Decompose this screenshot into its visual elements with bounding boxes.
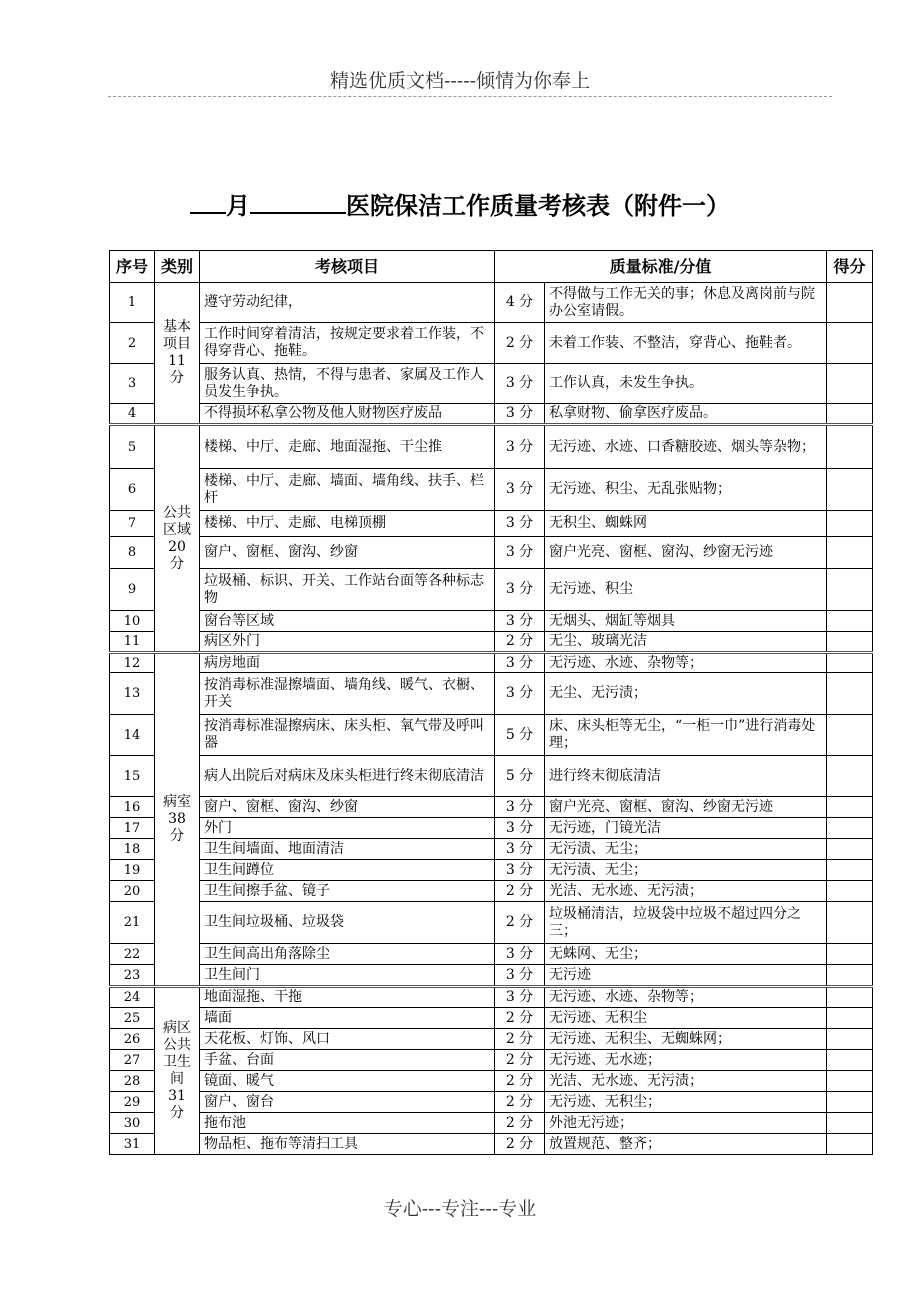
form-title [0,186,920,221]
category-line: 卫生 [163,1054,191,1070]
points-value: 3 分 [495,537,545,569]
row-number: 11 [110,632,155,653]
assessment-item: 楼梯、中厅、走廊、地面湿拖、干尘推 [200,425,495,469]
points-value: 2 分 [495,881,545,902]
quality-standard: 窗户光亮、窗框、窗沟、纱窗无污迹 [545,537,827,569]
row-number: 15 [110,756,155,797]
row-number: 30 [110,1113,155,1134]
assessment-item: 病房地面 [200,653,495,673]
assessment-item: 卫生间墙面、地面清洁 [200,839,495,860]
points-value: 3 分 [495,611,545,632]
assessment-item: 窗户、窗框、窗沟、纱窗 [200,797,495,818]
table-row [110,987,873,1008]
points-value: 3 分 [495,839,545,860]
table-body [110,283,873,1155]
assessment-item: 不得损坏私拿公物及他人财物医疗废品 [200,404,495,425]
assessment-item: 手盆、台面 [200,1050,495,1071]
category-line: 公共 [163,504,191,521]
table-row [110,1029,873,1050]
assessment-item: 窗户、窗框、窗沟、纱窗 [200,537,495,569]
points-value: 3 分 [495,569,545,611]
category-line: 38 分 [168,811,186,844]
assessment-item: 工作时间穿着清洁，按规定要求着工作装，不得穿背心、拖鞋。 [200,323,495,364]
header-divider [108,96,832,97]
row-number: 14 [110,715,155,756]
quality-standard: 光洁、无水迹、无污渍； [545,881,827,902]
assessment-item: 卫生间高出角落除尘 [200,944,495,965]
table-row [110,818,873,839]
quality-standard: 无积尘、蜘蛛网 [545,511,827,537]
score-input-cell[interactable] [827,756,873,797]
assessment-item: 墙面 [200,1008,495,1029]
points-value: 3 分 [495,944,545,965]
assessment-item: 卫生间擦手盆、镜子 [200,881,495,902]
table-row [110,611,873,632]
row-number: 6 [110,469,155,511]
assessment-item: 地面湿拖、干拖 [200,987,495,1008]
quality-standard: 无污渍、无尘； [545,860,827,881]
quality-standard: 无污渍、无尘； [545,839,827,860]
assessment-item: 病人出院后对病床及床头柜进行终末彻底清洁 [200,756,495,797]
assessment-item: 遵守劳动纪律， [200,283,495,323]
quality-standard: 床、床头柜等无尘，“一柜一巾”进行消毒处理； [545,715,827,756]
points-value: 2 分 [495,1071,545,1092]
score-input-cell[interactable] [827,569,873,611]
month-label: 月 [226,192,250,220]
points-value: 3 分 [495,987,545,1008]
score-input-cell[interactable] [827,860,873,881]
category-line: 11 分 [168,353,186,386]
table-row [110,881,873,902]
assessment-item: 垃圾桶、标识、开关、工作站台面等各种标志物 [200,569,495,611]
table-row [110,569,873,611]
row-number: 20 [110,881,155,902]
row-number: 3 [110,364,155,404]
score-input-cell[interactable] [827,1071,873,1092]
quality-standard: 无污迹、积尘、无乱张贴物； [545,469,827,511]
row-number: 21 [110,902,155,944]
assessment-item: 天花板、灯饰、风口 [200,1029,495,1050]
assessment-item: 物品柜、拖布等清扫工具 [200,1134,495,1155]
row-number: 4 [110,404,155,425]
row-number: 1 [110,283,155,323]
row-number: 18 [110,839,155,860]
quality-standard: 无污迹、水迹、口香糖胶迹、烟头等杂物； [545,425,827,469]
points-value: 3 分 [495,818,545,839]
assessment-item: 按消毒标准湿擦病床、床头柜、氧气带及呼叫器 [200,715,495,756]
score-input-cell[interactable] [827,715,873,756]
table-row [110,404,873,425]
quality-standard: 外池无污迹； [545,1113,827,1134]
page-header: 精选优质文档-----倾情为你奉上 [329,70,591,92]
quality-standard: 无污迹、水迹、杂物等； [545,653,827,673]
score-input-cell[interactable] [827,364,873,404]
score-input-cell[interactable] [827,673,873,715]
category-cell [155,425,200,653]
points-value: 5 分 [495,756,545,797]
category-cell [155,283,200,425]
row-number: 5 [110,425,155,469]
assessment-item: 卫生间门 [200,965,495,987]
quality-standard: 无蛛网、无尘； [545,944,827,965]
points-value: 2 分 [495,1134,545,1155]
header-category: 类别 [155,251,200,283]
category-line: 基本 [163,319,191,335]
score-input-cell[interactable] [827,944,873,965]
table-row [110,323,873,364]
points-value: 2 分 [495,902,545,944]
points-value: 2 分 [495,1029,545,1050]
quality-standard: 无尘、玻璃光洁 [545,632,827,653]
table-row [110,1008,873,1029]
score-input-cell[interactable] [827,1008,873,1029]
points-value: 2 分 [495,1050,545,1071]
category-line: 20 分 [168,538,186,572]
points-value: 3 分 [495,673,545,715]
table-row [110,425,873,469]
score-input-cell[interactable] [827,653,873,673]
table-row [110,1071,873,1092]
table-row [110,944,873,965]
table-row [110,715,873,756]
header-item: 考核项目 [200,251,495,283]
row-number: 22 [110,944,155,965]
assessment-item: 服务认真、热情，不得与患者、家属及工作人员发生争执。 [200,364,495,404]
quality-standard: 无烟头、烟缸等烟具 [545,611,827,632]
quality-standard: 工作认真，未发生争执。 [545,364,827,404]
row-number: 7 [110,511,155,537]
quality-standard: 垃圾桶清洁，垃圾袋中垃圾不超过四分之三； [545,902,827,944]
score-input-cell[interactable] [827,632,873,653]
table-row [110,1113,873,1134]
row-number: 31 [110,1134,155,1155]
score-input-cell[interactable] [827,283,873,323]
table-row [110,673,873,715]
score-input-cell[interactable] [827,1134,873,1155]
row-number: 28 [110,1071,155,1092]
row-number: 8 [110,537,155,569]
row-number: 9 [110,569,155,611]
assessment-item: 病区外门 [200,632,495,653]
month-blank[interactable] [190,190,226,214]
assessment-item: 按消毒标准湿擦墙面、墙角线、暖气、衣橱、开关 [200,673,495,715]
quality-standard: 无污迹 [545,965,827,987]
quality-standard: 光洁、无水迹、无污渍； [545,1071,827,1092]
category-line: 病室 [163,794,191,810]
assessment-item: 镜面、暖气 [200,1071,495,1092]
assessment-item: 卫生间蹲位 [200,860,495,881]
quality-standard: 无污迹、无积尘； [545,1092,827,1113]
score-input-cell[interactable] [827,839,873,860]
category-line: 公共 [163,1037,191,1053]
points-value: 4 分 [495,283,545,323]
row-number: 27 [110,1050,155,1071]
quality-standard: 无尘、无污渍； [545,673,827,715]
row-number: 24 [110,987,155,1008]
points-value: 3 分 [495,404,545,425]
quality-standard: 无污迹、无积尘、无蜘蛛网； [545,1029,827,1050]
points-value: 3 分 [495,797,545,818]
row-number: 29 [110,1092,155,1113]
row-number: 16 [110,797,155,818]
score-input-cell[interactable] [827,469,873,511]
table-row [110,839,873,860]
department-blank[interactable] [250,190,346,214]
score-input-cell[interactable] [827,1050,873,1071]
points-value: 3 分 [495,965,545,987]
points-value: 3 分 [495,511,545,537]
row-number: 17 [110,818,155,839]
table-row [110,469,873,511]
category-line: 区域 [163,521,191,538]
quality-standard: 不得做与工作无关的事；休息及离岗前与院办公室请假。 [545,283,827,323]
assessment-item: 外门 [200,818,495,839]
quality-standard: 无污迹，门镜光洁 [545,818,827,839]
table-row [110,902,873,944]
table-row [110,860,873,881]
points-value: 2 分 [495,632,545,653]
quality-standard: 无污迹、无水迹； [545,1050,827,1071]
row-number: 2 [110,323,155,364]
points-value: 3 分 [495,653,545,673]
header-score: 得分 [827,251,873,283]
quality-standard: 私拿财物、偷拿医疗废品。 [545,404,827,425]
table-row [110,537,873,569]
table-row [110,1134,873,1155]
table-row [110,797,873,818]
score-input-cell[interactable] [827,965,873,987]
assessment-item: 拖布池 [200,1113,495,1134]
table-row [110,632,873,653]
score-input-cell[interactable] [827,1092,873,1113]
table-row [110,283,873,323]
points-value: 2 分 [495,1113,545,1134]
header-standard: 质量标准/分值 [495,251,827,283]
score-input-cell[interactable] [827,537,873,569]
assessment-item: 卫生间垃圾桶、垃圾袋 [200,902,495,944]
points-value: 2 分 [495,1092,545,1113]
table-row [110,756,873,797]
points-value: 5 分 [495,715,545,756]
row-number: 25 [110,1008,155,1029]
page-footer: 专心---专注---专业 [383,1198,537,1220]
category-line: 间 [170,1071,184,1087]
table-row [110,1092,873,1113]
points-value: 3 分 [495,364,545,404]
score-input-cell[interactable] [827,611,873,632]
score-input-cell[interactable] [827,1029,873,1050]
score-input-cell[interactable] [827,881,873,902]
row-number: 23 [110,965,155,987]
quality-standard: 窗户光亮、窗框、窗沟、纱窗无污迹 [545,797,827,818]
row-number: 26 [110,1029,155,1050]
table-row [110,364,873,404]
row-number: 13 [110,673,155,715]
category-cell [155,653,200,987]
score-input-cell[interactable] [827,323,873,364]
score-input-cell[interactable] [827,902,873,944]
row-number: 10 [110,611,155,632]
score-input-cell[interactable] [827,987,873,1008]
header-seq: 序号 [110,251,155,283]
category-cell [155,987,200,1155]
quality-standard: 无污迹、水迹、杂物等； [545,987,827,1008]
table-row [110,1050,873,1071]
points-value: 2 分 [495,323,545,364]
score-input-cell[interactable] [827,404,873,425]
row-number: 19 [110,860,155,881]
score-input-cell[interactable] [827,797,873,818]
quality-standard: 放置规范、整齐； [545,1134,827,1155]
row-number: 12 [110,653,155,673]
category-line: 项目 [163,336,191,352]
table-header-row [110,251,873,283]
assessment-item: 楼梯、中厅、走廊、电梯顶棚 [200,511,495,537]
quality-standard: 无污迹、无积尘 [545,1008,827,1029]
assessment-item: 楼梯、中厅、走廊、墙面、墙角线、扶手、栏杆 [200,469,495,511]
score-input-cell[interactable] [827,1113,873,1134]
quality-standard: 未着工作装、不整洁，穿背心、拖鞋者。 [545,323,827,364]
points-value: 3 分 [495,425,545,469]
score-input-cell[interactable] [827,818,873,839]
table-row [110,511,873,537]
score-input-cell[interactable] [827,425,873,469]
category-line: 病区 [163,1020,191,1036]
quality-standard: 进行终末彻底清洁 [545,756,827,797]
points-value: 3 分 [495,860,545,881]
table-row [110,965,873,987]
points-value: 2 分 [495,1008,545,1029]
category-line: 31 分 [168,1088,186,1121]
table-row [110,653,873,673]
assessment-item: 窗户、窗台 [200,1092,495,1113]
assessment-item: 窗台等区域 [200,611,495,632]
quality-standard: 无污迹、积尘 [545,569,827,611]
assessment-table [109,250,873,1155]
score-input-cell[interactable] [827,511,873,537]
points-value: 3 分 [495,469,545,511]
title-text: 医院保洁工作质量考核表（附件一） [346,192,730,220]
